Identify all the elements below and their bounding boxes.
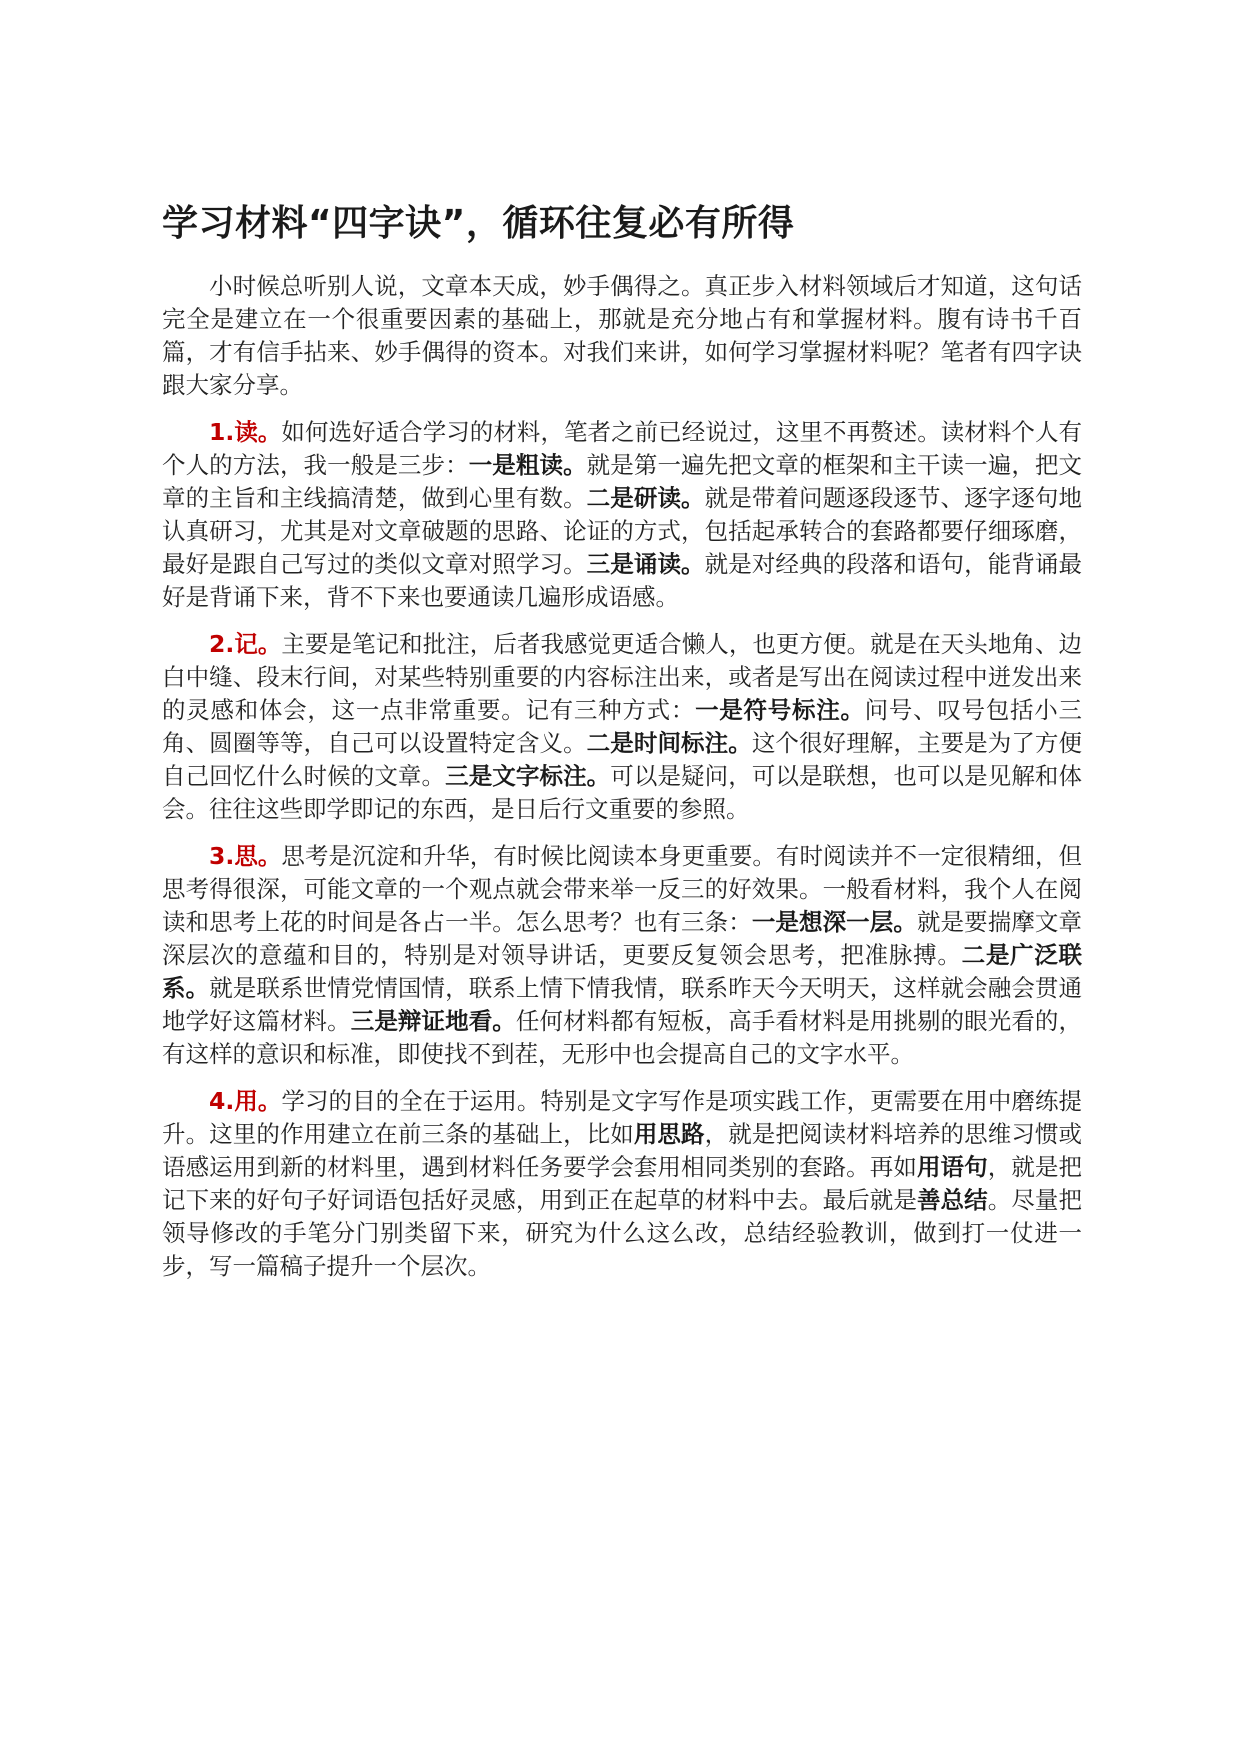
body-text: 学习的目的全在于运用。特别是文字写作是项实践工作，更需要在用中磨练提升。这里的作用建立在前三条的基础上，比如: [162, 1087, 1082, 1148]
section-read: [162, 416, 1082, 614]
body-text: 可以是疑问，可以是联想，也可以是见解和体会。往往这些即学即记的东西，是日后行文重要的参照。: [162, 762, 1083, 823]
body-text: 问号、叹号包括小三角、圆圈等等，自己可以设置特定含义。: [162, 696, 1083, 757]
keyword: 一是想深一层。: [751, 908, 917, 936]
document-page: [162, 200, 1082, 1297]
keyword: 三是诵读。: [586, 550, 705, 578]
body-text: 如何选好适合学习的材料，笔者之前已经说过，这里不再赘述。读材料个人有个人的方法，我一般是三步：: [162, 418, 1082, 479]
keyword: 善总结: [916, 1186, 988, 1214]
keyword: 三是辩证地看。: [350, 1007, 516, 1035]
keyword: 一是粗读。: [468, 451, 587, 479]
keyword: 用思路: [633, 1120, 705, 1148]
section-think: [162, 840, 1082, 1071]
body-text: 就是联系世情党情国情，联系上情下情我情，联系昨天今天明天，这样就会融会贯通地学好这篇材料。: [162, 974, 1083, 1035]
keyword: 二是研读。: [586, 484, 705, 512]
section-note: [162, 628, 1082, 826]
body-text: 思考是沉淀和升华，有时候比阅读本身更重要。有时阅读并不一定很精细，但思考得很深，可能文章的一个观点就会带来举一反三的好效果。一般看材料，我个人在阅读和思考上花的时间是各占一半。怎么思考？也有三条：: [162, 842, 1082, 936]
body-text: 就是带着问题逐段逐节、逐字逐句地认真研习，尤其是对文章破题的思路、论证的方式，包括起承转合的套路都要仔细琢磨，最好是跟自己写过的类似文章对照学习。: [162, 484, 1083, 578]
intro-paragraph: 小时候总听别人说，文章本天成，妙手偶得之。真正步入材料领域后才知道，这句话完全是建立在一个很重要因素的基础上，那就是充分地占有和掌握材料。腹有诗书千百篇，才有信手拈来、妙手偶得的资本。对我们来讲，如何学习掌握材料呢？笔者有四字诀跟大家分享。: [162, 272, 1082, 399]
body-text: ，就是把阅读材料培养的思维习惯或语感运用到新的材料里，遇到材料任务要学会套用相同类别的套路。再如: [162, 1120, 1083, 1181]
keyword: 用语句: [916, 1153, 988, 1181]
body-text: ，就是把记下来的好句子好词语包括好灵感，用到正在起草的材料中去。最后就是: [162, 1153, 1083, 1214]
body-text: 就是对经典的段落和语句，能背诵最好是背诵下来，背不下来也要通读几遍形成语感。: [162, 550, 1083, 611]
keyword: 二是时间标注。: [586, 729, 752, 757]
section-heading: 1.读。: [209, 418, 282, 446]
article-title: 学习材料“四字诀”，循环往复必有所得: [162, 203, 795, 244]
body-text: 主要是笔记和批注，后者我感觉更适合懒人，也更方便。就是在天头地角、边白中缝、段末行间，对某些特别重要的内容标注出来，或者是写出在阅读过程中迸发出来的灵感和体会，这一点非常重要。记有三种方式：: [162, 630, 1082, 724]
body-text: 。尽量把领导修改的手笔分门别类留下来，研究为什么这么改，总结经验教训，做到打一仗进一步，写一篇稿子提升一个层次。: [162, 1186, 1083, 1280]
section-heading: 2.记。: [209, 630, 282, 658]
body-text: 就是第一遍先把文章的框架和主干读一遍，把文章的主旨和主线搞清楚，做到心里有数。: [162, 451, 1083, 512]
keyword: 三是文字标注。: [445, 762, 611, 790]
body-text: 这个很好理解，主要是为了方便自己回忆什么时候的文章。: [162, 729, 1083, 790]
body-text: 任何材料都有短板，高手看材料是用挑剔的眼光看的，有这样的意识和标准，即使找不到茬，无形中也会提高自己的文字水平。: [162, 1007, 1083, 1068]
keyword: 一是符号标注。: [695, 696, 865, 724]
section-heading: 4.用。: [209, 1087, 282, 1115]
section-heading: 3.思。: [209, 842, 282, 870]
section-use: [162, 1085, 1082, 1283]
keyword: 二是广泛联系。: [162, 941, 1083, 1002]
body-text: 就是要揣摩文章深层次的意蕴和目的，特别是对领导讲话，更要反复领会思考，把准脉搏。: [162, 908, 1083, 969]
